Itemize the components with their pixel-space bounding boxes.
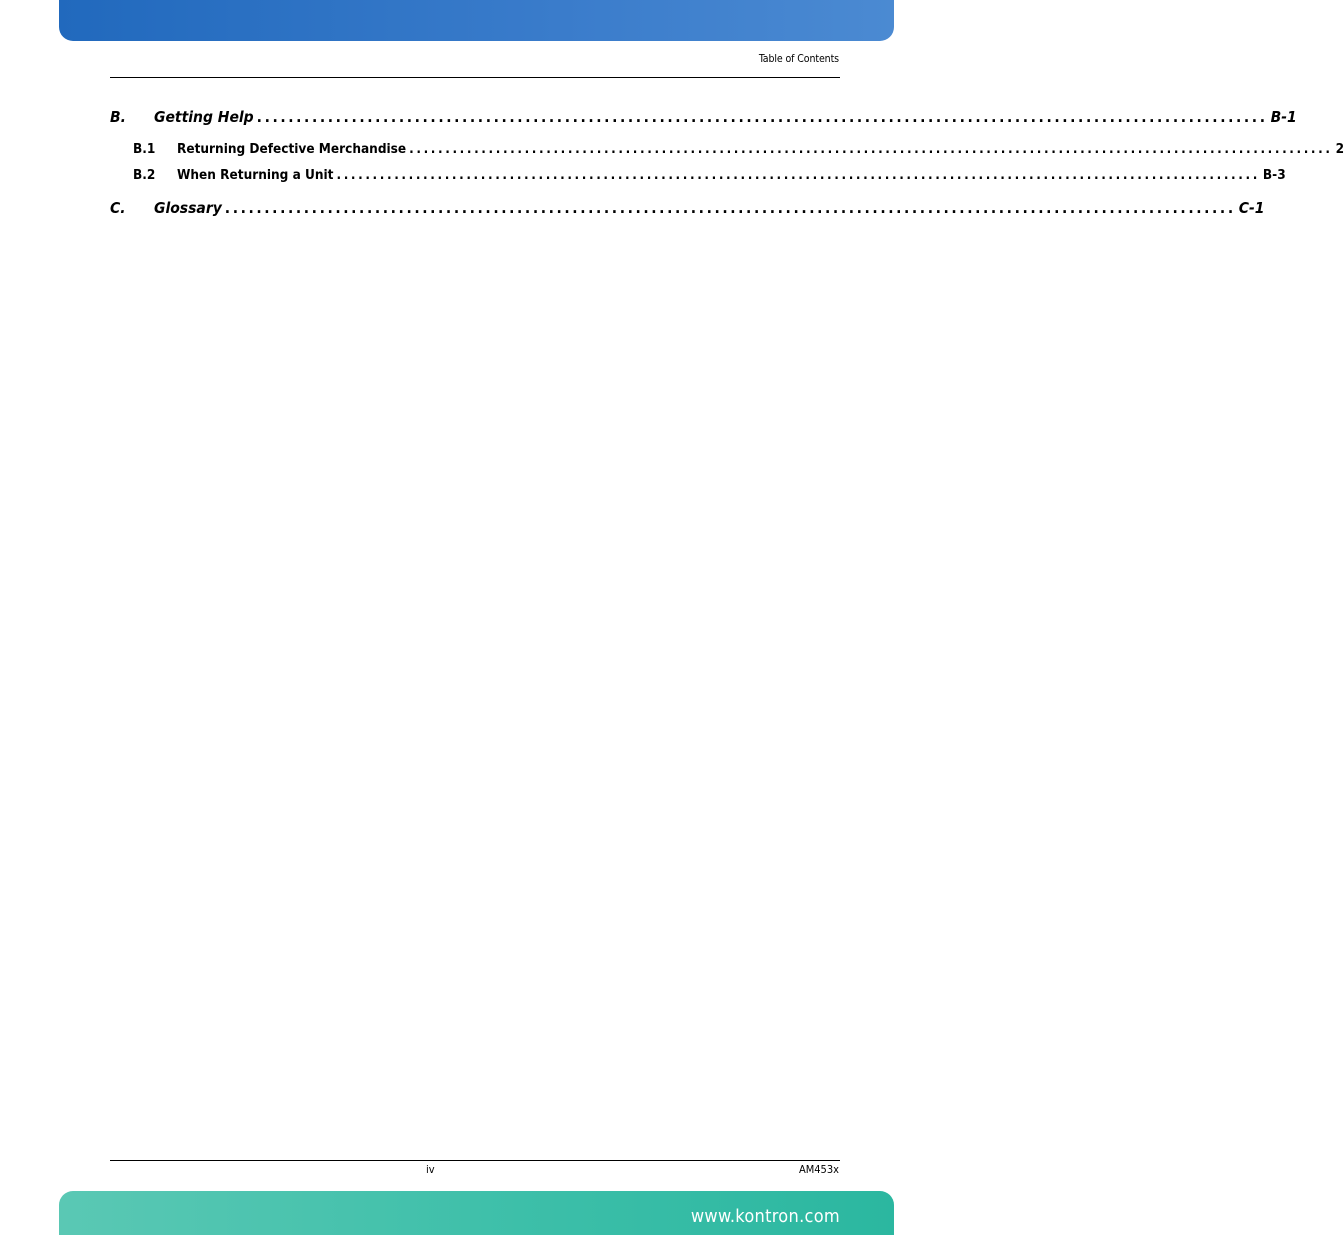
toc-entry-glossary[interactable]	[110, 199, 1265, 217]
toc-entry-number: B.	[110, 108, 126, 126]
toc-entry-number: C.	[110, 199, 126, 217]
dot-leader: ................................................................................................................................	[256, 108, 1268, 126]
toc-entry-title: Returning Defective Merchandise	[177, 141, 407, 157]
toc-entry-when-returning-a-unit[interactable]	[133, 167, 1286, 183]
toc-entry-title: Getting Help	[154, 108, 254, 126]
website-link[interactable]: www.kontron.com	[690, 1206, 840, 1227]
footer-product-name: AM453x	[798, 1163, 839, 1176]
dot-leader: ................................................................................................................................	[409, 141, 1333, 157]
dot-leader: ................................................................................................................................	[336, 167, 1260, 183]
toc-entry-number: B.2	[133, 167, 156, 183]
footer-rule	[110, 1160, 840, 1161]
top-banner	[59, 0, 894, 41]
toc-entry-page: 2	[1335, 141, 1344, 157]
toc-entry-page: B-3	[1262, 167, 1286, 183]
toc-entry-page: C-1	[1238, 199, 1265, 217]
toc-entry-title: Glossary	[154, 199, 222, 217]
toc-entry-page: B-1	[1270, 108, 1297, 126]
toc-entry-getting-help[interactable]	[110, 108, 1297, 126]
bottom-banner	[59, 1191, 894, 1235]
toc-entry-returning-defective-merchandise[interactable]	[133, 141, 1344, 157]
dot-leader: ................................................................................................................................	[224, 199, 1236, 217]
footer-page-number: iv	[426, 1163, 435, 1176]
toc-entry-number: B.1	[133, 141, 156, 157]
header-rule	[110, 77, 840, 78]
toc-entry-title: When Returning a Unit	[177, 167, 334, 183]
running-header: Table of Contents	[758, 53, 839, 65]
